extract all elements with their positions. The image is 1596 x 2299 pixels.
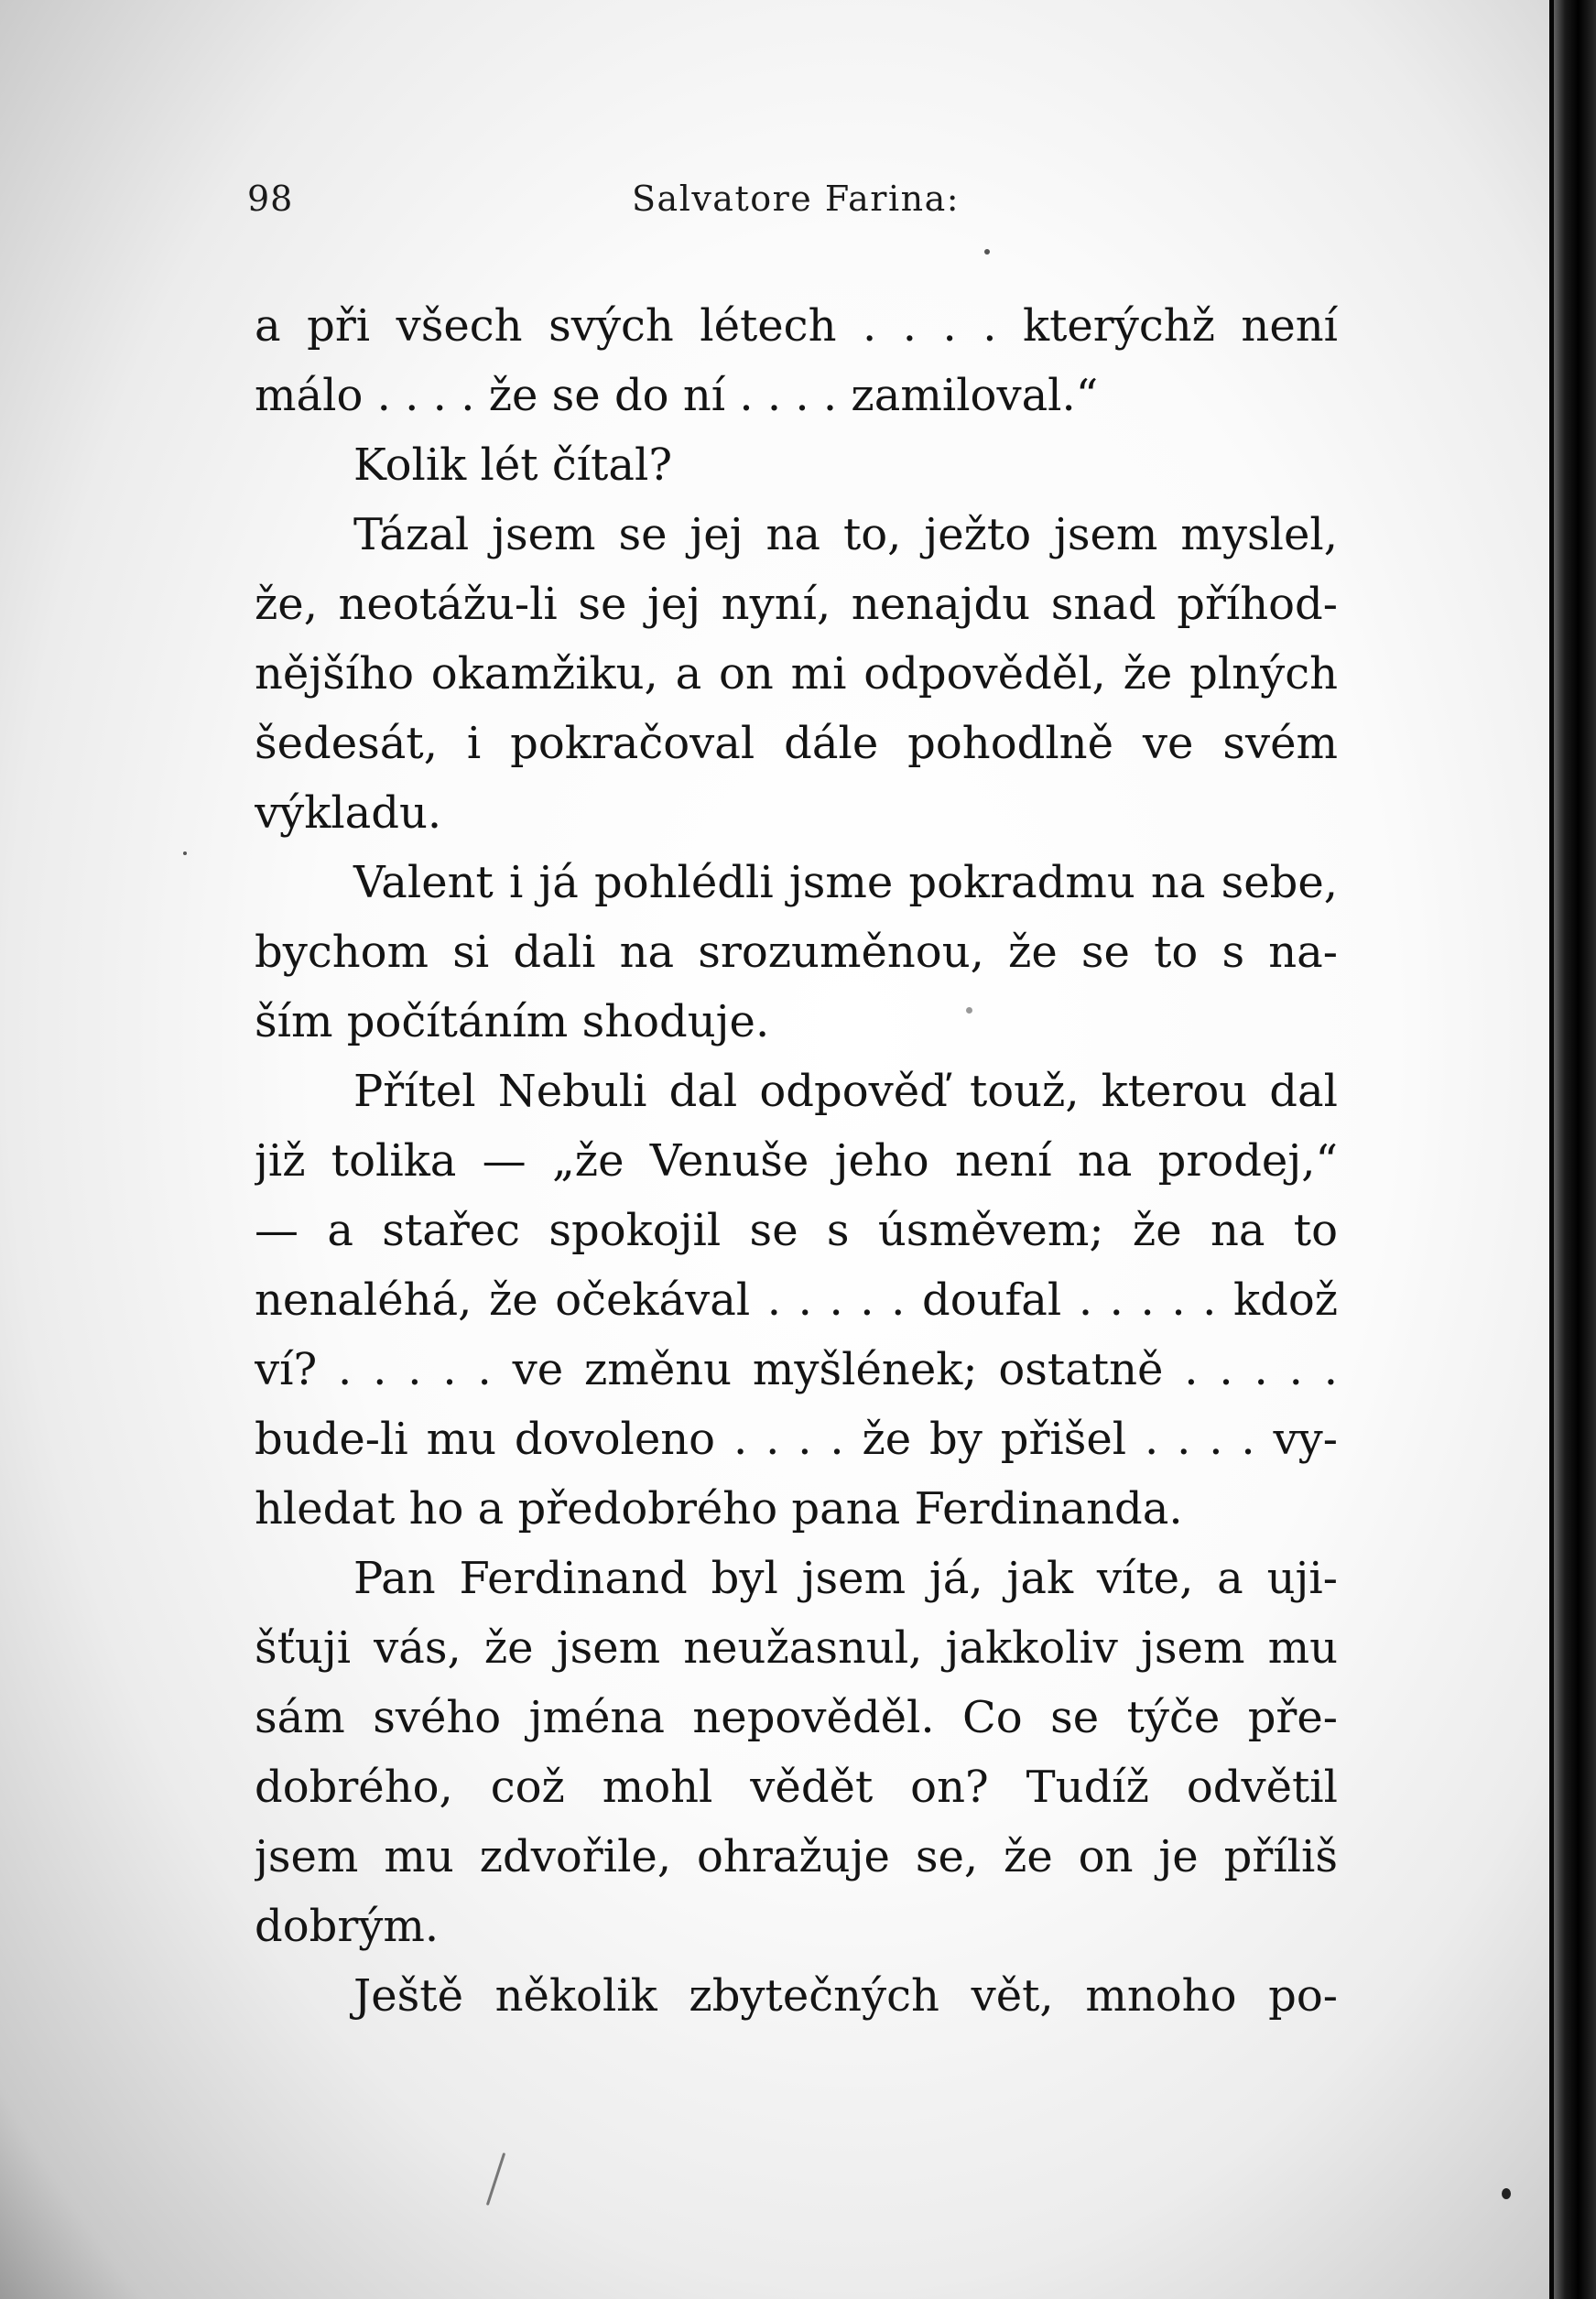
text-line: hledat ho a předobrého pana Ferdinanda. [255,1483,1183,1534]
text-line: sám svého jména nepověděl. Co se týče pře- [255,1692,1338,1743]
text-line: šťuji vás, že jsem neužasnul, jakkoliv jsem mu [255,1622,1338,1674]
text-line: výkladu. [255,787,442,839]
text-line: bude-li mu dovoleno . . . . že by přišel . . . . vy- [255,1414,1338,1465]
text-line: a při všech svých létech . . . . kterýchž není [255,300,1338,352]
text-line: Kolik lét čítal? [353,439,673,491]
text-line: Pan Ferdinand byl jsem já, jak víte, a uji- [353,1553,1338,1604]
running-title: Salvatore Farina: [632,179,961,219]
text-line: dobrého, což mohl vědět on? Tudíž odvětil [255,1762,1338,1813]
text-line: Přítel Nebuli dal odpověď touž, kterou dal [353,1066,1338,1117]
page-binding-edge [1552,0,1596,2299]
text-line: šedesát, i pokračoval dále pohodlně ve svém [255,718,1338,769]
text-line: dobrým. [255,1901,440,1952]
page-border-line [1549,0,1554,2299]
text-line: ví? . . . . . ve změnu myšlének; ostatně . . . . . [255,1344,1338,1395]
scan-speck [486,2153,505,2206]
text-line: již tolika — „že Venuše jeho není na prodej,“ [255,1135,1338,1187]
text-line: málo . . . . že se do ní . . . . zamiloval.“ [255,370,1099,421]
scan-speck [183,851,187,855]
page-number: 98 [247,179,294,219]
scan-speck [984,249,990,255]
text-line: ším počítáním shoduje. [255,996,770,1047]
text-line: Ještě několik zbytečných vět, mnoho po- [353,1970,1338,2022]
text-line: Valent i já pohlédli jsme pokradmu na sebe, [353,857,1338,908]
scan-speck [966,1007,972,1014]
text-line: — a stařec spokojil se s úsměvem; že na to [255,1205,1338,1256]
scan-speck [1502,2188,1511,2199]
text-line: Tázal jsem se jej na to, ježto jsem myslel, [353,509,1338,560]
text-line: že, neotážu-li se jej nyní, nenajdu snad příhod- [255,579,1338,630]
running-header [247,179,1438,224]
text-line: nenaléhá, že očekával . . . . . doufal . . . . . kdož [255,1274,1338,1326]
text-line: jsem mu zdvořile, ohražuje se, že on je příliš [255,1831,1338,1882]
text-line: nějšího okamžiku, a on mi odpověděl, že plných [255,648,1338,699]
text-line: bychom si dali na srozuměnou, že se to s na- [255,927,1338,978]
body-text [255,291,1338,2031]
